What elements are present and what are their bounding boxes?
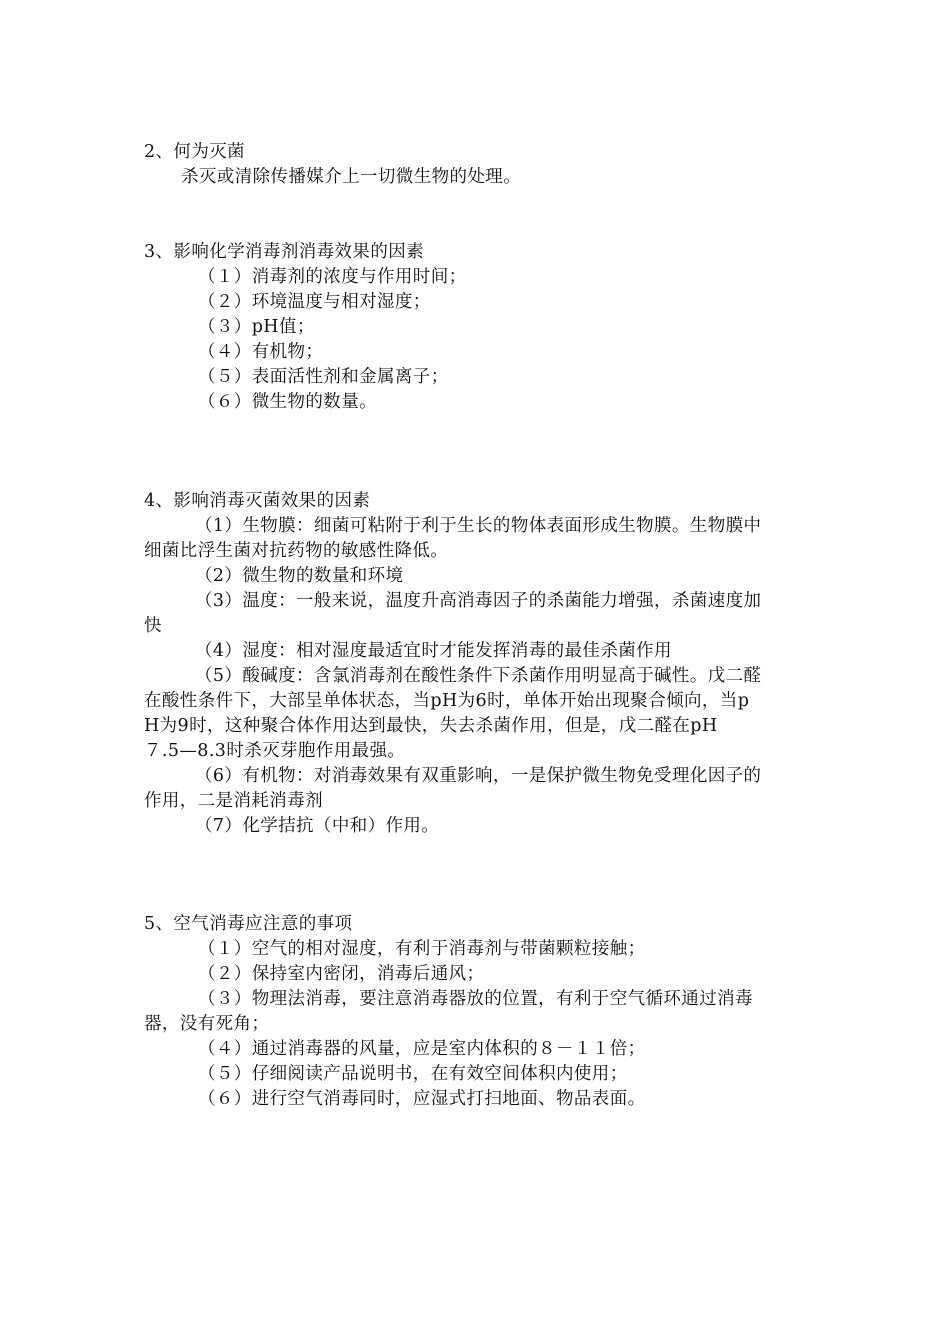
section-5-heading: 5、空气消毒应注意的事项 (144, 914, 353, 934)
section-5-line: （１）空气的相对湿度，有利于消毒剂与带菌颗粒接触； (198, 939, 646, 959)
section-4-line: （7）化学拮抗（中和）作用。 (195, 816, 440, 836)
section-2-paragraph: 杀灭或清除传播媒介上一切微生物的处理。 (181, 167, 522, 187)
section-3-item-3: （３）pH值； (198, 317, 315, 337)
section-4-line: H为9时，这种聚合体作用达到最快，失去杀菌作用，但是，戊二醛在pH (144, 716, 718, 736)
section-3-item-5: （５）表面活性剂和金属离子； (198, 367, 449, 387)
section-4-line: （2）微生物的数量和环境 (195, 566, 404, 586)
section-5-line: （３）物理法消毒，要注意消毒器放的位置，有利于空气循环通过消毒 (198, 989, 753, 1009)
section-4-line: （1）生物膜：细菌可粘附于利于生长的物体表面形成生物膜。生物膜中 (195, 516, 762, 536)
section-5-line: （５）仔细阅读产品说明书，在有效空间体积内使用； (198, 1064, 628, 1084)
section-3-item-1: （１）消毒剂的浓度与作用时间； (198, 267, 467, 287)
section-5-line: 器，没有死角； (144, 1014, 270, 1034)
section-5-line: （４）通过消毒器的风量，应是室内体积的８－１１倍； (198, 1039, 646, 1059)
section-2-heading: 2、何为灭菌 (144, 142, 246, 162)
section-4-line: 细菌比浮生菌对抗药物的敏感性降低。 (144, 541, 449, 561)
section-3-item-4: （４）有机物； (198, 342, 324, 362)
section-4-line: （6）有机物：对消毒效果有双重影响，一是保护微生物免受理化因子的 (195, 766, 762, 786)
section-3-heading: 3、影响化学消毒剂消毒效果的因素 (144, 242, 425, 262)
section-4-line: 快 (144, 616, 162, 636)
section-4-line: （5）酸碱度：含氯消毒剂在酸性条件下杀菌作用明显高于碱性。戊二醛 (195, 666, 762, 686)
section-3-item-6: （６）微生物的数量。 (198, 392, 377, 412)
section-4-line: （4）湿度：相对湿度最适宜时才能发挥消毒的最佳杀菌作用 (195, 641, 672, 661)
section-5-line: （２）保持室内密闭，消毒后通风； (198, 964, 485, 984)
section-4-line: 在酸性条件下，大部呈单体状态，当pH为6时，单体开始出现聚合倾向，当p (144, 691, 750, 711)
section-5-line: （６）进行空气消毒同时，应湿式打扫地面、物品表面。 (198, 1089, 646, 1109)
section-4-heading: 4、影响消毒灭菌效果的因素 (144, 491, 371, 511)
section-3-item-2: （２）环境温度与相对湿度； (198, 292, 431, 312)
section-4-line: 作用，二是消耗消毒剂 (144, 791, 323, 811)
section-4-line: ７.5—8.3时杀灭芽胞作用最强。 (144, 741, 406, 761)
section-4-line: （3）温度：一般来说，温度升高消毒因子的杀菌能力增强，杀菌速度加 (195, 591, 762, 611)
